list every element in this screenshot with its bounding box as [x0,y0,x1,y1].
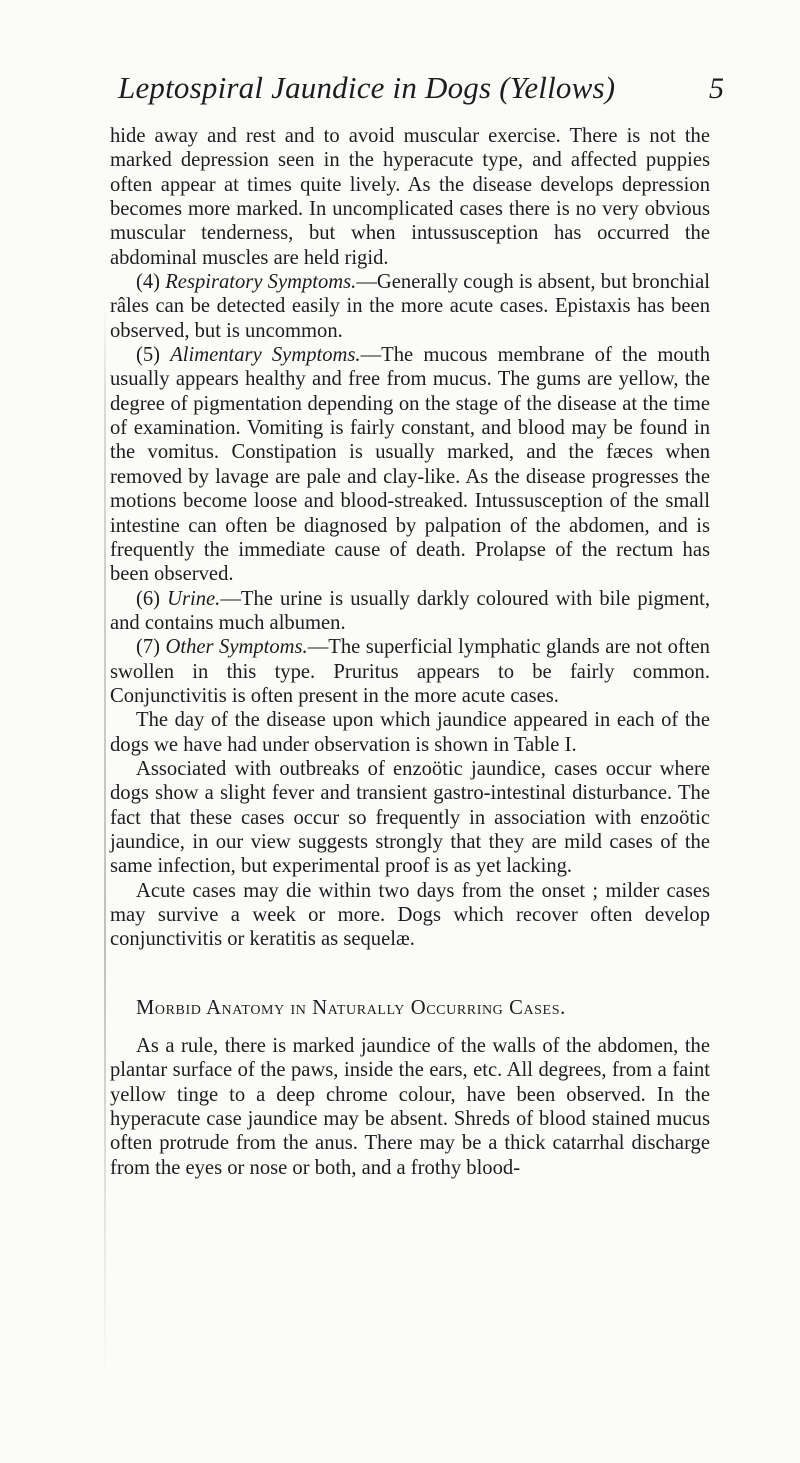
paragraph-table-reference: The day of the disease upon which jaundice appeared in each of the dogs we have had under observation is shown in Table I. [110,709,710,756]
item-title: Alimentary Symptoms. [170,344,361,367]
item-number: (6) [136,587,161,610]
item-title: Urine. [167,587,221,610]
item-text: —The urine is usually darkly coloured with bile pigment, and contains much albumen. [110,587,710,634]
paragraph-alimentary [110,343,710,586]
page-number: 5 [709,72,724,105]
paragraph-respiratory [110,270,710,343]
section-heading: Morbid Anatomy in Naturally Occurring Cases. [136,996,566,1019]
paragraph-mild-cases: Associated with outbreaks of enzoötic jaundice, cases occur where dogs show a slight fever and transient gastro-intestinal disturbance. The fact that these cases occur so frequently in association with enzoötic jaundice, in our view suggests strongly that they are mild cases of the same infection, but experimental proof is as yet lacking. [110,757,710,878]
item-title: Other Symptoms. [165,636,308,659]
paragraph-other-symptoms [110,635,710,708]
page-binding-edge [104,300,106,1380]
item-text: —Generally cough is absent, but bronchial râles can be detected easily in the more acute cases. Epistaxis has been observed, but is uncommon. [110,271,711,342]
item-number: (7) [136,636,161,659]
item-title: Respiratory Symptoms. [165,271,357,294]
item-number: (4) [136,271,161,294]
item-text: —The mucous membrane of the mouth usually appears healthy and free from mucus. The gums are yellow, the degree of pigmentation depending on the stage of the disease at the time of examination. Vomiting is fairly constant, and blood may be found in the vomitus. Constipation is usually marked, and the fæces when removed by lavage are pale and clay-like. As the disease progresses the motions become loose and blood-streaked. Intussusception of the small intestine can often be diagnosed by palpation of the abdomen, and is frequently the immediate cause of death. Prolapse of the rectum has been observed. [110,344,710,586]
paragraph-morbid-anatomy: As a rule, there is marked jaundice of the walls of the abdomen, the plantar surface of the paws, inside the ears, etc. All degrees, from a faint yellow tinge to a deep chrome colour, have been observed. In the hyperacute case jaundice may be absent. Shreds of blood stained mucus often protrude from the anus. There may be a thick catarrhal discharge from the eyes or nose or both, and a frothy blood- [110,1035,710,1179]
item-text: —The superficial lymphatic glands are not often swollen in this type. Pruritus appears to be fairly common. Conjunctivitis is often present in the more acute cases. [110,636,710,707]
paragraph-muscular: hide away and rest and to avoid muscular exercise. There is not the marked depression seen in the hyperacute type, and affected puppies often appear at times quite lively. As the disease develops depression becomes more marked. In uncomplicated cases there is no very obvious muscular tenderness, but when intussusception has occurred the abdominal muscles are held rigid. [110,125,710,269]
paragraph-urine [110,587,710,636]
running-title: Leptospiral Jaundice in Dogs (Yellows) [118,70,616,105]
body-text [110,124,710,1180]
item-number: (5) [136,344,161,367]
running-header [118,70,724,114]
paragraph-prognosis: Acute cases may die within two days from the onset ; milder cases may survive a week or more. Dogs which recover often develop conjunctivitis or keratitis as sequelæ. [110,879,710,951]
